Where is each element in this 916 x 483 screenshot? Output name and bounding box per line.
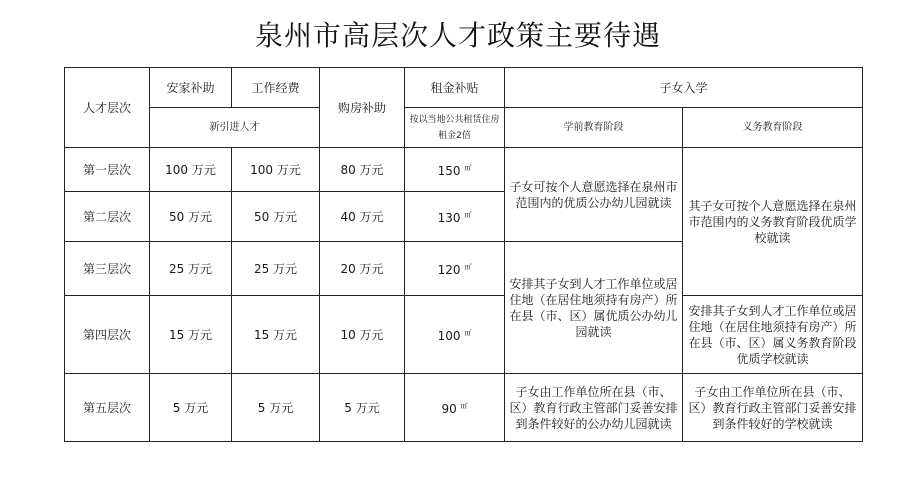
house-cell: 40 万元 bbox=[320, 192, 405, 242]
preschool-text-5: 子女由工作单位所在县（市、区）教育行政主管部门妥善安排到条件较好的公办幼儿园就读 bbox=[505, 374, 683, 442]
table-row bbox=[65, 296, 863, 374]
rent-cell bbox=[405, 374, 505, 442]
header-row-1 bbox=[65, 68, 863, 108]
work-cell: 100 万元 bbox=[232, 148, 320, 192]
rent-value: 150 bbox=[437, 164, 461, 178]
rent-cell bbox=[405, 296, 505, 374]
work-cell: 50 万元 bbox=[232, 192, 320, 242]
rent-cell bbox=[405, 242, 505, 296]
level-cell: 第一层次 bbox=[65, 148, 150, 192]
rent-value: 100 bbox=[437, 329, 461, 343]
rent-value: 90 bbox=[441, 402, 457, 416]
page-title: 泉州市高层次人才政策主要待遇 bbox=[254, 19, 661, 52]
rent-value: 120 bbox=[437, 263, 461, 277]
compulsory-text-1-3: 其子女可按个人意愿选择在泉州市范围内的义务教育阶段优质学校就读 bbox=[683, 148, 863, 296]
settle-cell: 100 万元 bbox=[150, 148, 232, 192]
rent-cell bbox=[405, 192, 505, 242]
level-cell: 第五层次 bbox=[65, 374, 150, 442]
header-new-talent: 新引进人才 bbox=[150, 108, 320, 148]
house-cell: 20 万元 bbox=[320, 242, 405, 296]
work-cell: 25 万元 bbox=[232, 242, 320, 296]
house-cell: 5 万元 bbox=[320, 374, 405, 442]
work-cell: 15 万元 bbox=[232, 296, 320, 374]
compulsory-text-4: 安排其子女到人才工作单位或居住地（在居住地须持有房产）所在县（市、区）属义务教育阶段优质学校就读 bbox=[683, 296, 863, 374]
rent-unit: ㎡ bbox=[464, 329, 472, 337]
header-row-2 bbox=[65, 108, 863, 148]
rent-unit: ㎡ bbox=[464, 211, 472, 219]
level-cell: 第四层次 bbox=[65, 296, 150, 374]
table-row bbox=[65, 148, 863, 192]
compulsory-text-5: 子女由工作单位所在县（市、区）教育行政主管部门妥善安排到条件较好的学校就读 bbox=[683, 374, 863, 442]
preschool-text-1-2: 子女可按个人意愿选择在泉州市范围内的优质公办幼儿园就读 bbox=[505, 148, 683, 242]
settle-cell: 5 万元 bbox=[150, 374, 232, 442]
header-preschool: 学前教育阶段 bbox=[505, 108, 683, 148]
preschool-text-3-4: 安排其子女到人才工作单位或居住地（在居住地须持有房产）所在县（市、区）属优质公办幼儿园就读 bbox=[505, 242, 683, 374]
rent-unit: ㎡ bbox=[464, 263, 472, 271]
rent-value: 130 bbox=[437, 211, 461, 225]
level-cell: 第三层次 bbox=[65, 242, 150, 296]
level-cell: 第二层次 bbox=[65, 192, 150, 242]
house-cell: 80 万元 bbox=[320, 148, 405, 192]
settle-cell: 25 万元 bbox=[150, 242, 232, 296]
header-work: 工作经费 bbox=[232, 68, 320, 108]
rent-unit: ㎡ bbox=[464, 164, 472, 172]
header-children: 子女入学 bbox=[505, 68, 863, 108]
rent-unit: ㎡ bbox=[460, 402, 468, 410]
work-cell: 5 万元 bbox=[232, 374, 320, 442]
rent-cell bbox=[405, 148, 505, 192]
header-compulsory: 义务教育阶段 bbox=[683, 108, 863, 148]
header-settle: 安家补助 bbox=[150, 68, 232, 108]
header-rent-note: 按以当地公共租赁住房租金2倍 bbox=[405, 108, 505, 148]
header-level: 人才层次 bbox=[65, 68, 150, 148]
settle-cell: 50 万元 bbox=[150, 192, 232, 242]
table-row bbox=[65, 374, 863, 442]
house-cell: 10 万元 bbox=[320, 296, 405, 374]
header-house: 购房补助 bbox=[320, 68, 405, 148]
policy-table bbox=[64, 67, 863, 442]
settle-cell: 15 万元 bbox=[150, 296, 232, 374]
header-rent: 租金补贴 bbox=[405, 68, 505, 108]
